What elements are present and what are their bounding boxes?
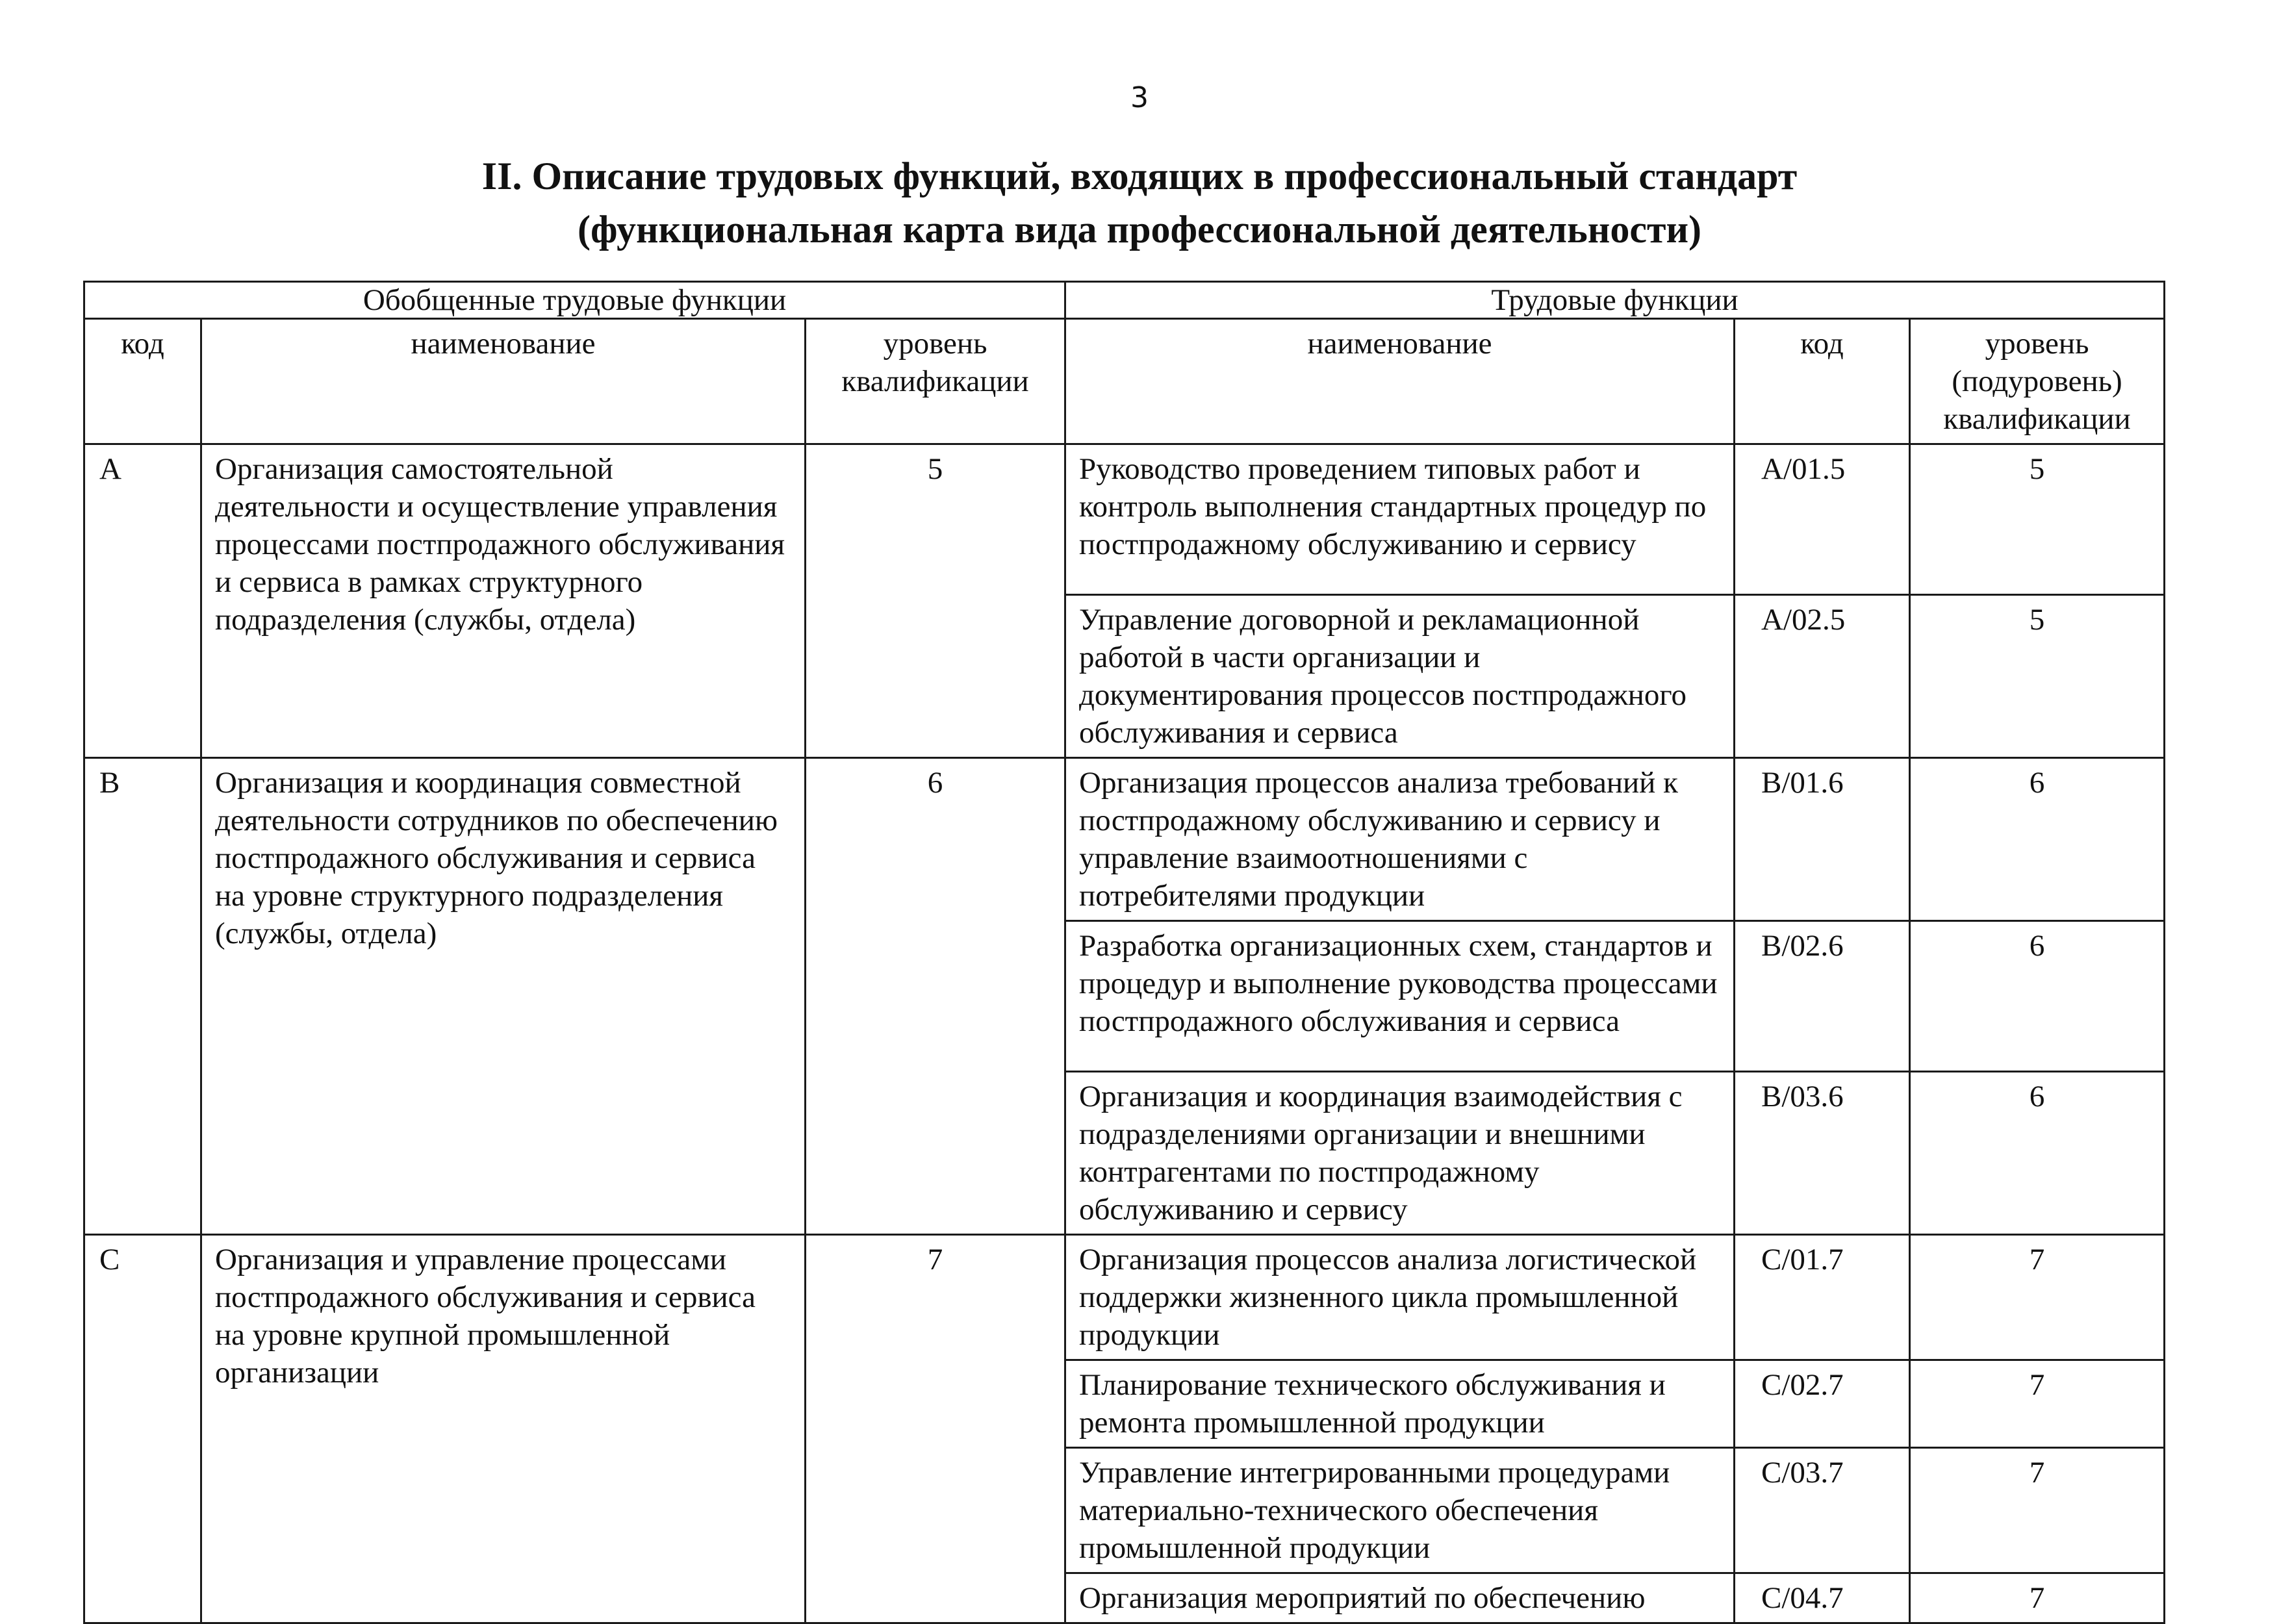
group-code: A: [84, 444, 201, 758]
col-header-level: уровень квалификации: [806, 319, 1065, 444]
function-code: C/04.7: [1735, 1573, 1910, 1623]
page-number: 3: [1130, 81, 1149, 114]
col-header-tf-name: наименование: [1065, 319, 1735, 444]
col-header-tf-code: код: [1735, 319, 1910, 444]
function-level: 6: [1910, 758, 2165, 921]
function-name: Руководство проведением типовых работ и контроль выполнения стандартных процедур по постпродажному обслуживанию и сервису: [1065, 444, 1735, 595]
group-code: B: [84, 758, 201, 1235]
function-name: Разработка организационных схем, стандартов и процедур и выполнение руководства процессами постпродажного обслуживания и сервиса: [1065, 921, 1735, 1072]
col-header-name: наименование: [201, 319, 806, 444]
heading-line-2: (функциональная карта вида профессиональной деятельности): [577, 208, 1701, 251]
function-level: 5: [1910, 595, 2165, 758]
function-name: Управление договорной и рекламационной работой в части организации и документирования процессов постпродажного обслуживания и сервиса: [1065, 595, 1735, 758]
group-level: 7: [806, 1235, 1065, 1623]
function-code: A/01.5: [1735, 444, 1910, 595]
function-name: Управление интегрированными процедурами материально-технического обеспечения промышленной продукции: [1065, 1448, 1735, 1573]
functional-map-table: [83, 281, 2165, 1624]
group-name: Организация и управление процессами постпродажного обслуживания и сервиса на уровне крупной промышленной организации: [201, 1235, 806, 1623]
function-level: 6: [1910, 921, 2165, 1072]
table-row: [84, 758, 2165, 921]
function-name: Организация процессов анализа требований к постпродажному обслуживанию и сервису и управление взаимоотношениями с потребителями продукции: [1065, 758, 1735, 921]
table-row: [84, 444, 2165, 595]
section-heading: [0, 149, 2279, 256]
group-name: Организация и координация совместной деятельности сотрудников по обеспечению постпродажного обслуживания и сервиса на уровне структурного подразделения (службы, отдела): [201, 758, 806, 1235]
column-header-row: [84, 319, 2165, 444]
col-header-tf-level: уровень (подуровень) квалификации: [1910, 319, 2165, 444]
function-code: C/02.7: [1735, 1360, 1910, 1448]
function-code: B/01.6: [1735, 758, 1910, 921]
function-name: Организация процессов анализа логистической поддержки жизненного цикла промышленной продукции: [1065, 1235, 1735, 1360]
function-code: C/03.7: [1735, 1448, 1910, 1573]
function-level: 7: [1910, 1573, 2165, 1623]
function-name: Организация мероприятий по обеспечению: [1065, 1573, 1735, 1623]
function-level: 7: [1910, 1360, 2165, 1448]
function-code: C/01.7: [1735, 1235, 1910, 1360]
function-level: 5: [1910, 444, 2165, 595]
function-name: Организация и координация взаимодействия с подразделениями организации и внешними контрагентами по постпродажному обслуживанию и сервису: [1065, 1072, 1735, 1235]
function-level: 7: [1910, 1448, 2165, 1573]
function-code: B/02.6: [1735, 921, 1910, 1072]
col-header-code: код: [84, 319, 201, 444]
labor-functions-header: Трудовые функции: [1065, 282, 2165, 319]
function-level: 6: [1910, 1072, 2165, 1235]
group-name: Организация самостоятельной деятельности и осуществление управления процессами постпродажного обслуживания и сервиса в рамках структурного подразделения (службы, отдела): [201, 444, 806, 758]
function-code: B/03.6: [1735, 1072, 1910, 1235]
table-row: [84, 1235, 2165, 1360]
group-code: C: [84, 1235, 201, 1623]
group-level: 5: [806, 444, 1065, 758]
function-level: 7: [1910, 1235, 2165, 1360]
heading-line-1: II. Описание трудовых функций, входящих в профессиональный стандарт: [481, 155, 1798, 197]
generalized-functions-header: Обобщенные трудовые функции: [84, 282, 1065, 319]
function-code: A/02.5: [1735, 595, 1910, 758]
group-header-row: [84, 282, 2165, 319]
group-level: 6: [806, 758, 1065, 1235]
function-name: Планирование технического обслуживания и ремонта промышленной продукции: [1065, 1360, 1735, 1448]
